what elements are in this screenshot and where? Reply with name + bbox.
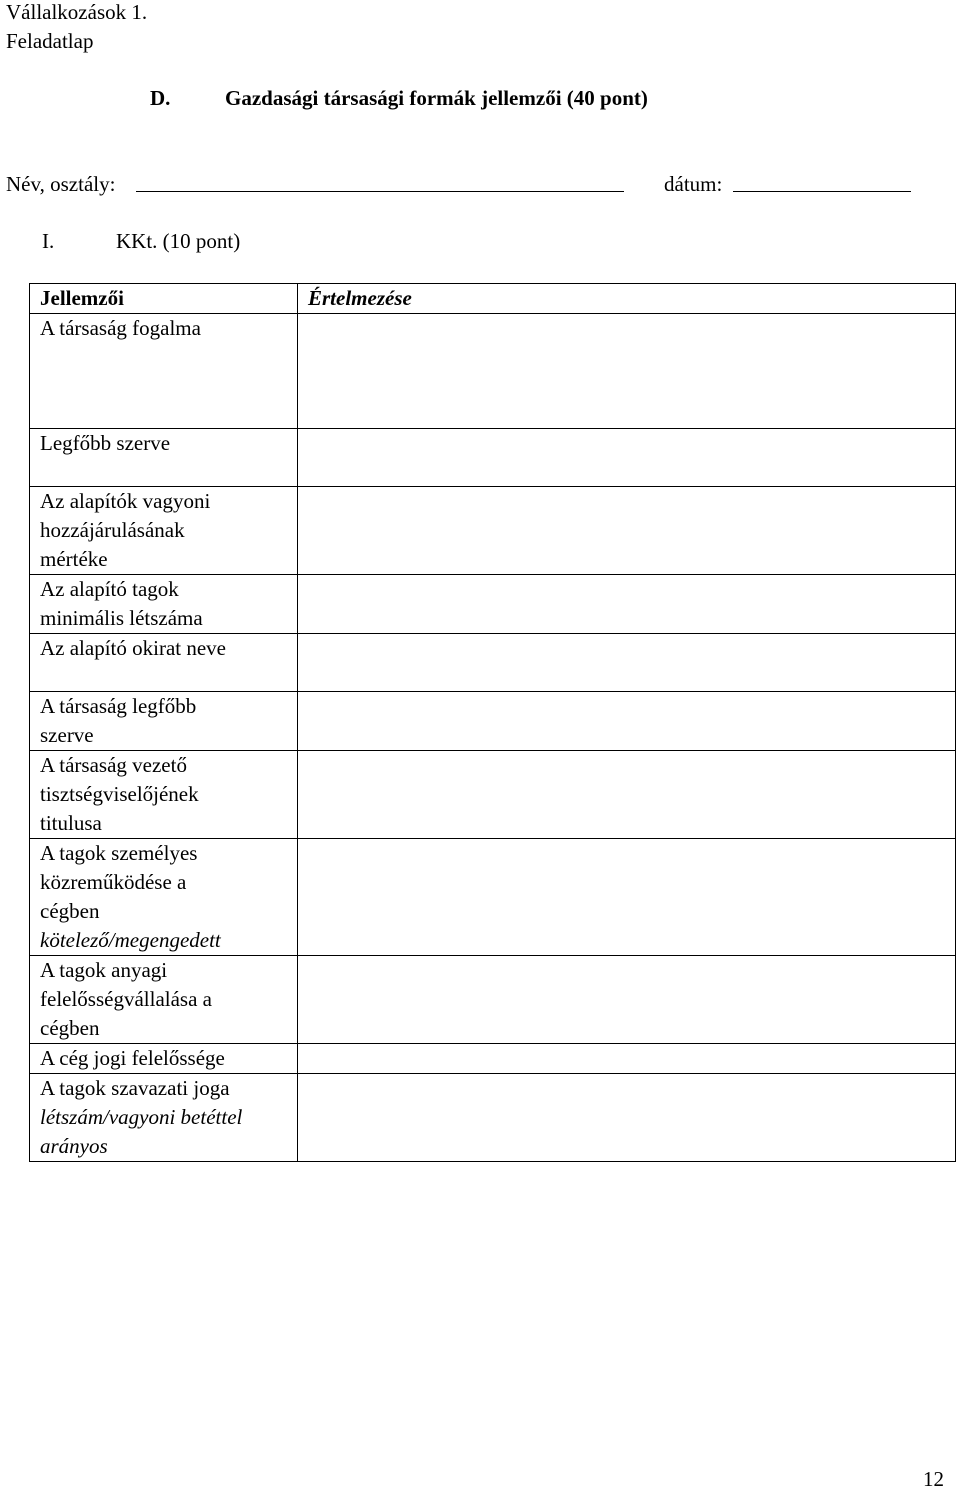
table-row bbox=[30, 956, 956, 1044]
table-row bbox=[30, 839, 956, 956]
characteristics-table bbox=[29, 283, 956, 1162]
section-number: I. bbox=[42, 229, 55, 253]
row-label: A társaság fogalma bbox=[40, 316, 201, 340]
answer-cell[interactable] bbox=[298, 1044, 956, 1074]
answer-cell[interactable] bbox=[298, 575, 956, 634]
date-label: dátum: bbox=[664, 172, 723, 196]
row-label-cell bbox=[30, 429, 298, 487]
row-label: A tagok személyes közreműködése a cégben bbox=[40, 841, 198, 923]
row-label: A tagok anyagi felelősségvállalása a cégben bbox=[40, 958, 212, 1040]
answer-cell[interactable] bbox=[298, 1074, 956, 1162]
row-label-cell bbox=[30, 751, 298, 839]
answer-cell[interactable] bbox=[298, 839, 956, 956]
row-label-cell bbox=[30, 314, 298, 429]
row-label-cell bbox=[30, 839, 298, 956]
table-row bbox=[30, 575, 956, 634]
row-label-cell bbox=[30, 1074, 298, 1162]
row-label: Legfőbb szerve bbox=[40, 431, 171, 455]
page-title: Gazdasági társasági formák jellemzői (40 pont) bbox=[225, 86, 648, 110]
col1-header-cell bbox=[30, 284, 298, 314]
name-blank-line[interactable] bbox=[136, 191, 624, 192]
page-number: 12 bbox=[923, 1467, 944, 1491]
name-label: Név, osztály: bbox=[6, 172, 116, 196]
table-row bbox=[30, 1044, 956, 1074]
answer-cell[interactable] bbox=[298, 634, 956, 692]
header-worksheet: Feladatlap bbox=[6, 29, 94, 53]
answer-cell[interactable] bbox=[298, 956, 956, 1044]
table-row bbox=[30, 1074, 956, 1162]
col2-header: Értelmezése bbox=[308, 286, 412, 310]
row-label: A társaság legfőbb szerve bbox=[40, 694, 197, 747]
row-label: Az alapító okirat neve bbox=[40, 636, 227, 660]
row-label: A társaság vezető tisztségviselőjének titulusa bbox=[40, 753, 199, 835]
row-label: Az alapítók vagyoni hozzájárulásának mértéke bbox=[40, 489, 211, 571]
row-label-cell bbox=[30, 692, 298, 751]
table-row bbox=[30, 692, 956, 751]
row-label: Az alapító tagok minimális létszáma bbox=[40, 577, 203, 630]
header-course: Vállalkozások 1. bbox=[6, 0, 148, 24]
row-label-cell bbox=[30, 1044, 298, 1074]
row-label-cell bbox=[30, 956, 298, 1044]
answer-cell[interactable] bbox=[298, 487, 956, 575]
date-blank-line[interactable] bbox=[733, 191, 911, 192]
table-header-row bbox=[30, 284, 956, 314]
row-label-cell bbox=[30, 487, 298, 575]
row-label-options: kötelező/megengedett bbox=[40, 928, 221, 952]
name-date-row bbox=[6, 170, 911, 200]
row-label: A tagok szavazati joga bbox=[40, 1076, 230, 1100]
table-row bbox=[30, 487, 956, 575]
col1-header: Jellemzői bbox=[40, 286, 124, 310]
table-row bbox=[30, 751, 956, 839]
section-title: KKt. (10 pont) bbox=[116, 229, 241, 253]
row-label-cell bbox=[30, 575, 298, 634]
answer-cell[interactable] bbox=[298, 429, 956, 487]
answer-cell[interactable] bbox=[298, 314, 956, 429]
table-row bbox=[30, 429, 956, 487]
answer-cell[interactable] bbox=[298, 751, 956, 839]
title-letter: D. bbox=[150, 86, 171, 110]
table-row bbox=[30, 314, 956, 429]
col2-header-cell bbox=[298, 284, 956, 314]
row-label-options: létszám/vagyoni betéttel arányos bbox=[40, 1105, 243, 1158]
row-label-cell bbox=[30, 634, 298, 692]
answer-cell[interactable] bbox=[298, 692, 956, 751]
row-label: A cég jogi felelőssége bbox=[40, 1046, 225, 1070]
table-row bbox=[30, 634, 956, 692]
